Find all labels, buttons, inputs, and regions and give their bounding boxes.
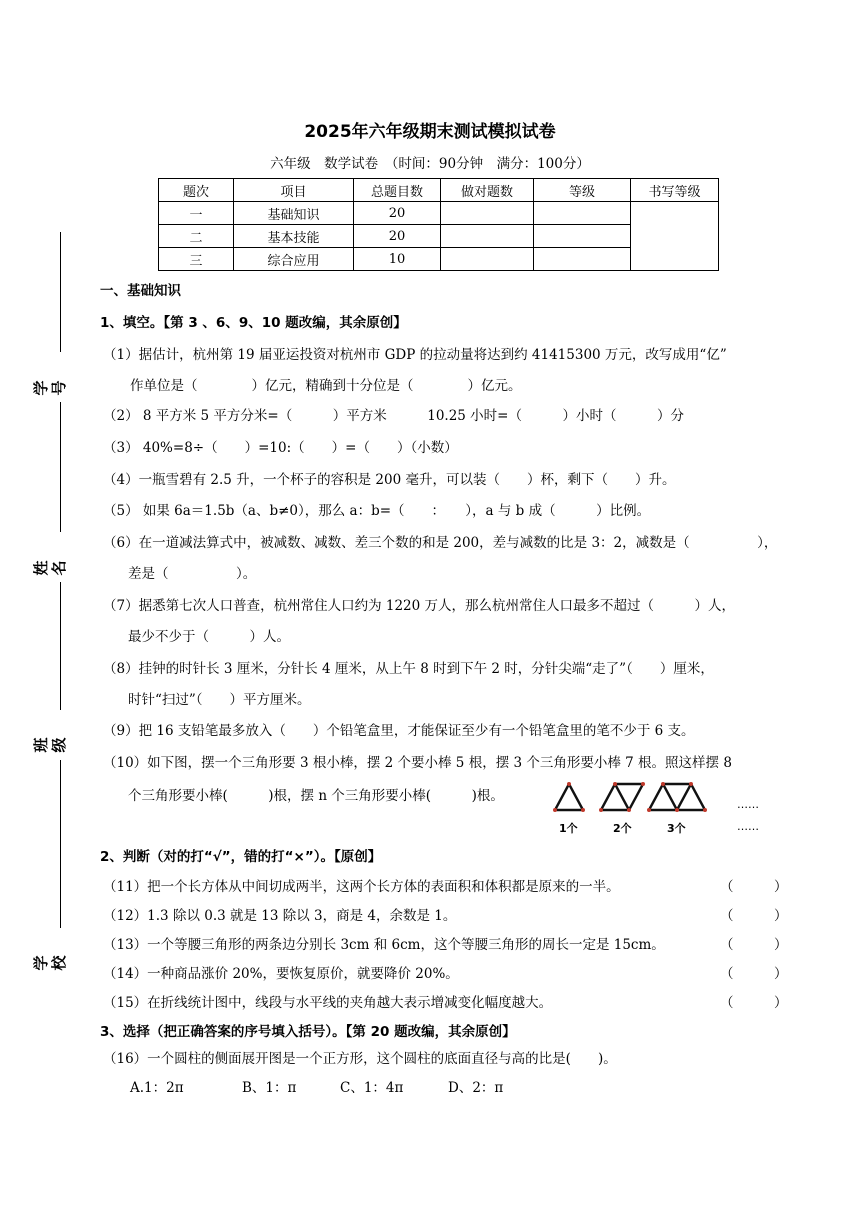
- margin-label-school: 学校: [32, 955, 68, 971]
- question-4: （4）一瓶雪碧有 2.5 升，一个杯子的容积是 200 毫升，可以装（ ）杯，剩下（ ）升。: [103, 472, 676, 488]
- answer-bracket[interactable]: （ ）: [720, 937, 788, 953]
- table-header-cell: 题次: [159, 179, 234, 202]
- option-d: D、2：π: [448, 1080, 504, 1096]
- binding-line: [60, 760, 61, 928]
- table-cell-empty: [441, 225, 534, 248]
- part3-title: 3、选择（把正确答案的序号填入括号）。【第 20 题改编，其余原创】: [100, 1024, 516, 1040]
- triangle-shape: [649, 784, 677, 810]
- question-10-line-2: 个三角形要小棒( )根，摆 n 个三角形要小棒( )根。: [128, 788, 504, 804]
- section-heading: 一、基础知识: [100, 283, 181, 299]
- question-8-line-2: 时针“扫过”（ ）平方厘米。: [128, 692, 311, 708]
- answer-bracket[interactable]: （ ）: [720, 908, 788, 924]
- judge-question: （15）在折线统计图中，线段与水平线的夹角越大表示增减变化幅度越大。: [103, 995, 553, 1011]
- table-cell: 综合应用: [234, 248, 354, 271]
- binding-line: [60, 232, 61, 352]
- judge-question: （11）把一个长方体从中间切成两半，这两个长方体的表面积和体积都是原来的一半。: [103, 879, 620, 895]
- matchstick-triangles-figure: [545, 778, 775, 838]
- question-2: （2） 8 平方米 5 平方分米=（ ）平方米 10.25 小时=（ ）小时（ ）分: [103, 408, 684, 424]
- answer-bracket[interactable]: （ ）: [720, 995, 788, 1011]
- triangle-shape: [615, 784, 643, 810]
- table-cell: 二: [159, 225, 234, 248]
- table-cell-empty: [534, 225, 631, 248]
- table-cell-empty: [441, 248, 534, 271]
- question-9: （9）把 16 支铅笔最多放入（ ）个铅笔盒里，才能保证至少有一个铅笔盒里的笔不少于 6 支。: [103, 723, 695, 739]
- judge-question: （12）1.3 除以 0.3 就是 13 除以 3，商是 4，余数是 1。: [103, 908, 457, 924]
- table-cell: 基本技能: [234, 225, 354, 248]
- option-a: A.1：2π: [130, 1080, 184, 1096]
- question-6-line-1: （6）在一道减法算式中，被减数、减数、差三个数的和是 200，差与减数的比是 3：2，减数是（ ），: [103, 535, 778, 551]
- triangle-shape: [555, 784, 583, 810]
- judge-question: （14）一种商品涨价 20%，要恢复原价，就要降价 20%。: [103, 966, 459, 982]
- question-1-line-1: （1）据估计，杭州第 19 届亚运投资对杭州市 GDP 的拉动量将达到约 41415300 万元，改写成用“亿”: [103, 347, 727, 363]
- answer-bracket[interactable]: （ ）: [720, 966, 788, 982]
- score-table: [158, 178, 719, 271]
- question-7-line-2: 最少不少于（ ）人。: [128, 629, 290, 645]
- table-cell: 10: [354, 248, 441, 271]
- margin-label-name: 姓名: [32, 560, 68, 576]
- margin-label-student-id: 学号: [32, 380, 68, 396]
- question-5: （5） 如果 6a＝1.5b（a、b≠0），那么 a：b=（ ： ），a 与 b 成（ ）比例。: [103, 503, 651, 519]
- answer-bracket[interactable]: （ ）: [720, 879, 788, 895]
- option-c: C、1：4π: [340, 1080, 404, 1096]
- table-header-cell: 项目: [234, 179, 354, 202]
- question-10-line-1: （10）如下图，摆一个三角形要 3 根小棒，摆 2 个要小棒 5 根，摆 3 个三角形要小棒 7 根。照这样摆 8: [103, 755, 732, 771]
- figure-ellipsis: ……: [737, 820, 759, 833]
- paper-subtitle: 六年级 数学试卷 （时间：90分钟 满分：100分）: [270, 156, 590, 172]
- handwriting-grade-cell: [631, 202, 719, 271]
- option-b: B、1：π: [242, 1080, 297, 1096]
- table-cell-empty: [534, 248, 631, 271]
- table-header-cell: 等级: [534, 179, 631, 202]
- table-cell: 三: [159, 248, 234, 271]
- table-header-cell: 书写等级: [631, 179, 719, 202]
- question-8-line-1: （8）挂钟的时针长 3 厘米，分针长 4 厘米，从上午 8 时到下午 2 时，分针尖端“走了”（ ）厘米，: [103, 661, 714, 677]
- figure-ellipsis: ……: [737, 798, 759, 811]
- part1-title: 1、填空。【第 3 、6、9、10 题改编，其余原创】: [100, 315, 407, 331]
- table-cell: 20: [354, 225, 441, 248]
- figure-label: 1个: [559, 822, 578, 835]
- part2-title: 2、判断（对的打“√”，错的打“×”）。【原创】: [100, 849, 382, 865]
- table-cell: 20: [354, 202, 441, 225]
- figure-label: 2个: [613, 822, 632, 835]
- binding-line: [60, 582, 61, 710]
- margin-label-class: 班级: [32, 737, 68, 753]
- table-cell-empty: [441, 202, 534, 225]
- table-header-row: [159, 179, 719, 202]
- table-cell: 基础知识: [234, 202, 354, 225]
- question-3: （3） 40%=8÷（ ）=10:（ ）=（ ）（小数）: [103, 440, 458, 456]
- paper-title: 2025年六年级期末测试模拟试卷: [304, 122, 556, 142]
- figure-label: 3个: [667, 822, 686, 835]
- question-16: （16）一个圆柱的侧面展开图是一个正方形，这个圆柱的底面直径与高的比是( )。: [103, 1051, 617, 1067]
- binding-line: [60, 402, 61, 532]
- table-cell: 一: [159, 202, 234, 225]
- table-row: [159, 202, 719, 225]
- question-6-line-2: 差是（ ）。: [128, 566, 257, 582]
- table-header-cell: 总题目数: [354, 179, 441, 202]
- triangle-shape: [601, 784, 629, 810]
- table-cell-empty: [534, 202, 631, 225]
- table-header-cell: 做对题数: [441, 179, 534, 202]
- question-7-line-1: （7）据悉第七次人口普查，杭州常住人口约为 1220 万人，那么杭州常住人口最多不超过（ ）人，: [103, 598, 736, 614]
- question-1-line-2: 作单位是（ ）亿元，精确到十分位是（ ）亿元。: [130, 378, 522, 394]
- judge-question: （13）一个等腰三角形的两条边分别长 3cm 和 6cm，这个等腰三角形的周长一定是 15cm。: [103, 937, 665, 953]
